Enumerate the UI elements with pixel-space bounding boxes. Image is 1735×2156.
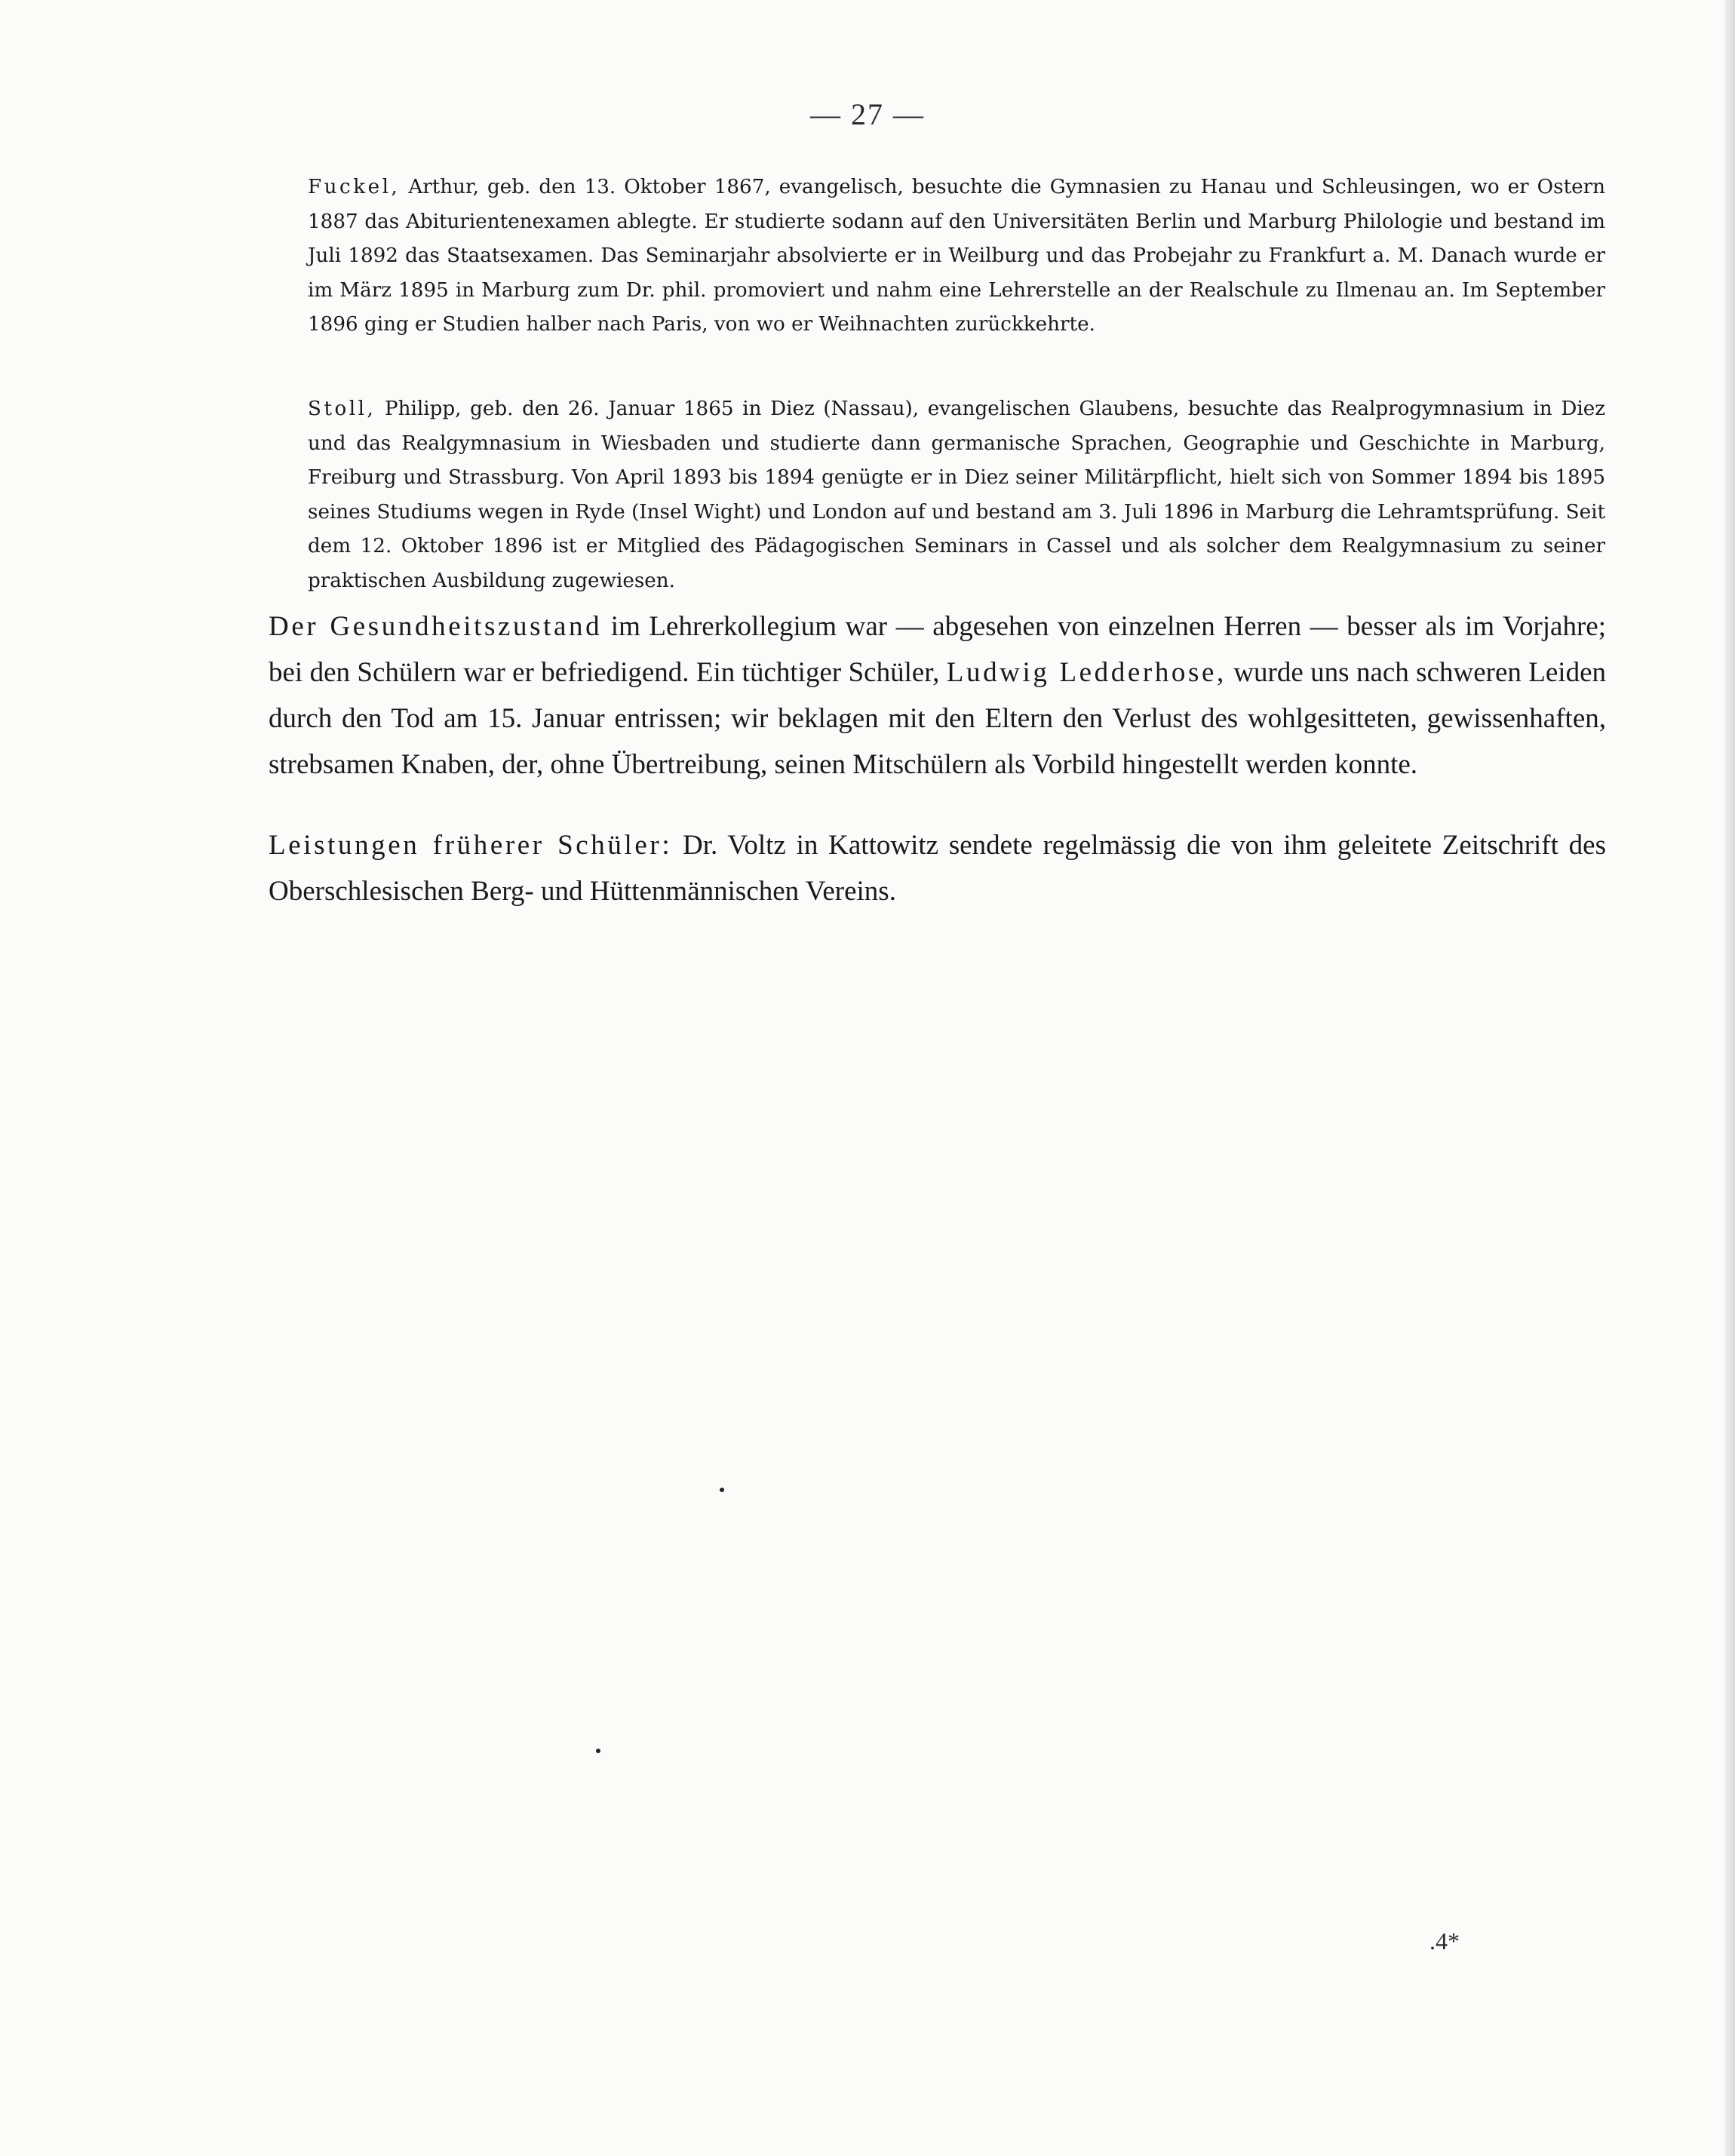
health-report-paragraph bbox=[146, 603, 1606, 788]
health-lead: Der Gesundheitszustand bbox=[269, 611, 603, 642]
biography-text: Philipp, geb. den 26. Januar 1865 in Diez (Nassau), evangelischen Glaubens, besuchte das Realprogymnasium in Diez und das Realgymnasium in Wiesbaden und studierte dann germanische Sprachen, Geographie und Geschichte in Marburg, Freiburg und Strassburg. Von April 1893 bis 1894 genügte er in Diez seiner Militärpflicht, hielt sich von Sommer 1894 bis 1895 seines Studiums wegen in Ryde (Insel Wight) und London auf und bestand am 3. Juli 1896 in Marburg die Lehramtsprüfung. Seit dem 12. Oktober 1896 ist er Mitglied des Pädagogischen Seminars in Cassel und als solcher dem Realgymnasium zu seiner praktischen Ausbildung zugewiesen. bbox=[308, 398, 1606, 592]
page-number: — 27 — bbox=[810, 97, 925, 131]
page-edge-shadow bbox=[1724, 0, 1735, 2156]
print-speck bbox=[596, 1749, 600, 1753]
biography-name: Stoll, bbox=[308, 398, 376, 420]
alumni-text: Dr. Voltz in Kattowitz sendete regelmässig die von ihm geleitete Zeitschrift des Oberschlesischen Berg- und Hüttenmännischen Vereins. bbox=[269, 830, 1607, 907]
biography-stoll bbox=[225, 392, 1605, 598]
biography-text: Arthur, geb. den 13. Oktober 1867, evangelisch, besuchte die Gymnasien zu Hanau und Schleusingen, wo er Ostern 1887 das Abiturientenexamen ablegte. Er studierte sodann auf den Universitäten Berlin und Marburg Philologie und bestand im Juli 1892 das Staatsexamen. Das Seminarjahr absolvierte er in Weilburg und das Probejahr zu Frankfurt a. M. Danach wurde er im März 1895 in Marburg zum Dr. phil. promoviert und nahm eine Lehrerstelle an der Realschule zu Ilmenau an. Im September 1896 ging er Studien halber nach Paris, von wo er Weihnachten zurückkehrte. bbox=[308, 176, 1605, 336]
alumni-achievements-paragraph bbox=[146, 822, 1606, 914]
print-speck bbox=[720, 1488, 724, 1492]
biography-name: Fuckel, bbox=[308, 176, 401, 198]
biography-fuckel bbox=[225, 170, 1605, 342]
biography-paragraph bbox=[225, 392, 1605, 598]
alumni-lead: Leistungen früherer Schüler: bbox=[269, 830, 673, 861]
sheet-signature: .4* bbox=[1429, 1927, 1460, 1955]
health-text-2: wurde uns nach schweren Leiden durch den Tod am 15. Januar entrissen; wir beklagen mit den Eltern den Verlust des wohlgesitteten, gewissenhaften, strebsamen Knaben, der, ohne Übertreibung, seinen Mitschülern als Vorbild hingestellt werden konnte. bbox=[269, 657, 1606, 780]
student-name: Ludwig Ledderhose, bbox=[946, 657, 1227, 688]
biography-paragraph bbox=[225, 170, 1605, 342]
health-text-1: im Lehrerkollegium war — abgesehen von einzelnen Herren — besser als im Vorjahre; bei den Schülern war er befriedigend. Ein tüchtiger Schüler, bbox=[269, 611, 1606, 688]
